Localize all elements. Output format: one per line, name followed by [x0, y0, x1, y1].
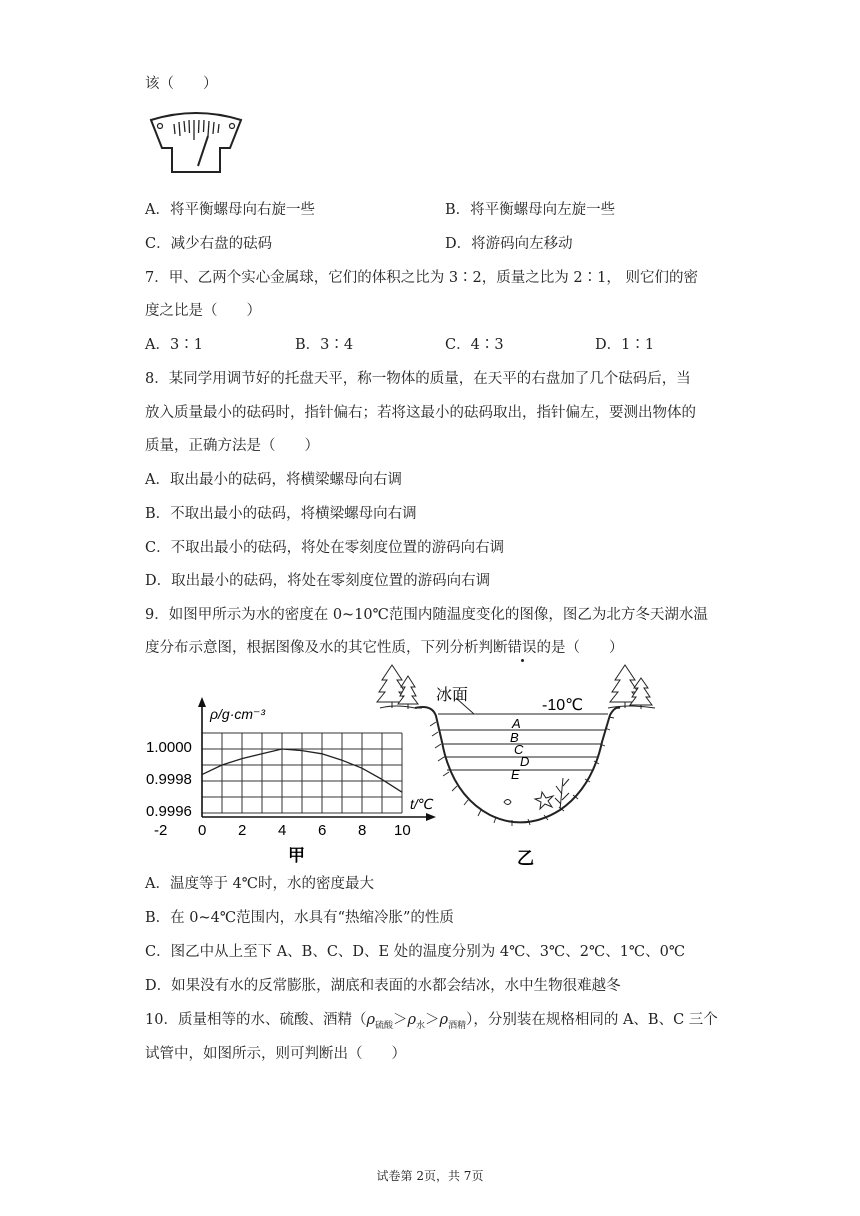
- x-tick-label: 0: [198, 822, 207, 839]
- layer-label-e: E: [511, 767, 520, 782]
- y-axis-arrow: [198, 697, 206, 707]
- balance-dial-figure: [148, 108, 244, 176]
- q8-option-c: C．不取出最小的砝码，将处在零刻度位置的游码向右调: [145, 540, 505, 556]
- caption-jia: 甲: [288, 846, 305, 865]
- q8-option-a: A．取出最小的砝码，将横梁螺母向右调: [145, 472, 402, 488]
- y-tick-10000: 1.0000: [146, 739, 192, 756]
- x-tick-label: 6: [318, 822, 327, 839]
- q8-option-b: B．不取出最小的砝码，将横梁螺母向右调: [145, 506, 417, 522]
- x-tick-label: 2: [238, 822, 247, 839]
- q9-option-c: C．图乙中从上至下 A、B、C、D、E 处的温度分别为 4℃、3℃、2℃、1℃、0℃: [145, 944, 686, 960]
- layer-label-a: A: [512, 716, 521, 731]
- layer-label-b: B: [510, 730, 519, 745]
- rho-sub-water: 水: [416, 1020, 426, 1031]
- tree-left-icon: [377, 665, 422, 709]
- q9-option-b: B．在 0~4℃范围内，水具有“热缩冷胀”的性质: [145, 910, 454, 926]
- temperature-label: -10℃: [542, 697, 584, 714]
- x-axis-label: t/℃: [410, 796, 434, 812]
- question-continuation: 该（ ）: [145, 76, 218, 92]
- q7-option-b: B．3∶4: [295, 337, 354, 353]
- q9-stem-post: 的是（ ）: [536, 640, 624, 656]
- lake-diagram-yi: [370, 660, 660, 870]
- gt-sign: ＞: [393, 1012, 408, 1028]
- x-tick-label: -2: [154, 822, 168, 839]
- q9-option-d: D．如果没有水的反常膨胀，湖底和表面的水都会结冰，水中生物很难越冬: [145, 978, 621, 994]
- q10-stem-line1: [145, 1008, 718, 1031]
- q9-stem-line1: 9．如图甲所示为水的密度在 0~10℃范围内随温度变化的图像，图乙为北方冬天湖水温: [145, 607, 708, 623]
- q9-option-a: A．温度等于 4℃时，水的密度最大: [145, 876, 375, 892]
- tree-right-icon: [608, 665, 655, 709]
- ice-surface-label: 冰面: [436, 687, 469, 704]
- caption-yi: 乙: [517, 849, 534, 868]
- x-tick-label: 8: [358, 822, 367, 839]
- rho-sub-sulfuric: 硫酸: [374, 1020, 393, 1031]
- layer-label-d: D: [520, 754, 530, 769]
- q10-stem-post: ），分别装在规格相同的 A、B、C 三个: [466, 1012, 718, 1028]
- q6-option-c: C．减少右盘的砝码: [145, 236, 273, 252]
- rho-symbol: ρ: [407, 1012, 417, 1028]
- q6-option-b: B．将平衡螺母向左旋一些: [445, 202, 616, 218]
- y-tick-09996: 0.9996: [146, 803, 192, 820]
- lake-bank-hatching: [430, 717, 614, 826]
- rho-sub-alcohol: 酒精: [448, 1020, 467, 1031]
- rho-symbol: ρ: [366, 1012, 375, 1028]
- q9-stem-line2: [145, 636, 624, 657]
- q10-stem-line2: 试管中，如图所示，则可判断出（ ）: [145, 1046, 406, 1062]
- q9-stem-pre: 度分布示意图，根据图像及水的其它性质，下列分析判断: [145, 640, 508, 656]
- rho-symbol: ρ: [439, 1012, 449, 1028]
- layer-label-c: C: [514, 742, 524, 757]
- q6-option-d: D．将游码向左移动: [445, 236, 573, 252]
- q9-emphasis-word: 错误: [507, 640, 537, 656]
- gt-sign: ＞: [425, 1012, 440, 1028]
- q7-option-d: D．1∶1: [595, 337, 655, 353]
- y-tick-09998: 0.9998: [146, 771, 192, 788]
- page-footer: 试卷第 2页，共 7页: [376, 1169, 484, 1183]
- q7-stem-line1: 7．甲、乙两个实心金属球，它们的体积之比为 3∶2，质量之比为 2∶1， 则它们的密: [145, 270, 698, 286]
- q6-option-a: A．将平衡螺母向右旋一些: [145, 202, 315, 218]
- q8-stem-line2: 放入质量最小的砝码时，指针偏右；若将这最小的砝码取出，指针偏左，要测出物体的: [145, 405, 696, 421]
- q10-stem-pre: 10．质量相等的水、硫酸、酒精（: [145, 1012, 367, 1028]
- q8-option-d: D．取出最小的砝码，将处在零刻度位置的游码向右调: [145, 573, 491, 589]
- starfish-icon: [535, 792, 553, 809]
- y-axis-label: ρ/g·cm⁻³: [210, 706, 266, 722]
- x-tick-label: 4: [278, 822, 287, 839]
- q7-option-a: A．3∶1: [145, 337, 203, 353]
- q8-stem-line1: 8．某同学用调节好的托盘天平，称一物体的质量，在天平的右盘加了几个砝码后，当: [145, 371, 691, 387]
- q8-stem-line3: 质量，正确方法是（ ）: [145, 438, 319, 454]
- q7-option-c: C．4∶3: [445, 337, 504, 353]
- stone-icon: [504, 800, 511, 805]
- q7-stem-line2: 度之比是（ ）: [145, 303, 261, 319]
- x-tick-label: 10: [394, 822, 411, 839]
